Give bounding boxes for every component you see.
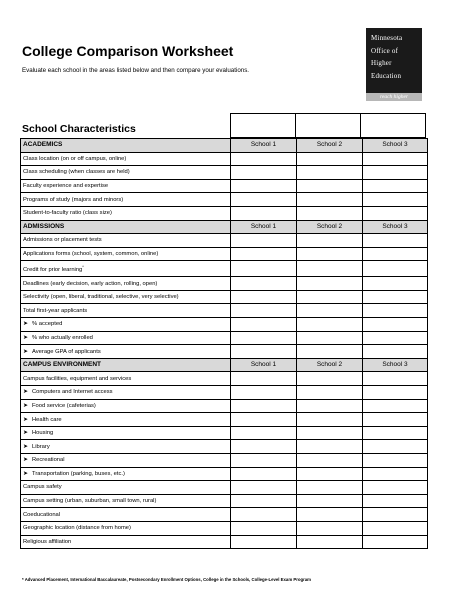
criteria-label: Health care: [32, 416, 62, 423]
criteria-cell: [21, 467, 231, 481]
arrow-bullet-icon: ➤: [23, 389, 29, 396]
school-3-entry-cell[interactable]: [363, 277, 428, 291]
school-2-entry-cell[interactable]: [297, 345, 363, 359]
table-row: [21, 535, 428, 549]
school-column-header: School 2: [297, 358, 363, 372]
table-row: [21, 277, 428, 291]
table-row: [21, 372, 428, 386]
criteria-label: Average GPA of applicants: [32, 348, 101, 355]
criteria-label: Class scheduling (when classes are held): [23, 169, 130, 176]
school-2-entry-cell[interactable]: [297, 467, 363, 481]
school-2-entry-cell[interactable]: [297, 290, 363, 304]
school-1-entry-cell[interactable]: [231, 277, 297, 291]
school-column-header: School 1: [231, 139, 297, 153]
arrow-bullet-icon: ➤: [23, 443, 29, 450]
school-1-entry-cell[interactable]: [231, 386, 297, 400]
criteria-label: Admissions or placement tests: [23, 237, 102, 244]
criteria-cell: [21, 277, 231, 291]
criteria-cell: [21, 206, 231, 220]
table-row: [21, 494, 428, 508]
school-1-entry-cell[interactable]: [231, 467, 297, 481]
school-1-entry-cell[interactable]: [231, 508, 297, 522]
instructions-text: Evaluate each school in the areas listed below and then compare your evaluations.: [22, 67, 250, 74]
criteria-cell: [21, 453, 231, 467]
school-2-entry-cell[interactable]: [297, 440, 363, 454]
footnote-marker: *: [82, 264, 84, 270]
school-2-entry-cell[interactable]: [297, 206, 363, 220]
school-1-entry-cell[interactable]: [231, 413, 297, 427]
criteria-label: Library: [32, 443, 50, 450]
section-header-row: [21, 220, 428, 234]
criteria-cell: [21, 399, 231, 413]
school-column-header: School 1: [231, 220, 297, 234]
criteria-cell: [21, 331, 231, 345]
logo-line: Education: [371, 71, 402, 80]
table-row: [21, 521, 428, 535]
table-row: [21, 152, 428, 166]
criteria-label: Total first-year applicants: [23, 307, 88, 314]
table-row: [21, 386, 428, 400]
page-title: College Comparison Worksheet: [22, 43, 234, 59]
table-row: [21, 331, 428, 345]
school-2-entry-cell[interactable]: [297, 386, 363, 400]
table-row: [21, 453, 428, 467]
table-row: [21, 290, 428, 304]
arrow-bullet-icon: ➤: [23, 334, 29, 341]
criteria-label: Credit for prior learning: [23, 267, 83, 274]
school-3-entry-cell[interactable]: [363, 290, 428, 304]
school-2-entry-cell[interactable]: [297, 453, 363, 467]
criteria-label: Campus setting (urban, suburban, small town, rural): [23, 498, 157, 505]
criteria-label: Geographic location (distance from home): [23, 525, 131, 532]
school-2-entry-cell[interactable]: [297, 179, 363, 193]
school-3-entry-cell[interactable]: [363, 206, 428, 220]
criteria-cell: [21, 247, 231, 261]
school-2-entry-cell[interactable]: [297, 304, 363, 318]
criteria-label: Applications forms (school, system, common, online): [23, 251, 159, 258]
criteria-cell: [21, 508, 231, 522]
school-3-entry-cell[interactable]: [363, 494, 428, 508]
section-heading: CAMPUS ENVIRONMENT: [21, 358, 231, 372]
table-row: [21, 413, 428, 427]
school-3-entry-cell[interactable]: [363, 166, 428, 180]
school-2-entry-cell[interactable]: [297, 247, 363, 261]
school-1-entry-cell[interactable]: [231, 304, 297, 318]
school-column-header: School 3: [363, 220, 428, 234]
school-1-entry-cell[interactable]: [231, 290, 297, 304]
criteria-label: Religious affiliation: [23, 538, 72, 545]
table-row: [21, 304, 428, 318]
school-3-entry-cell[interactable]: [363, 179, 428, 193]
school-1-entry-cell[interactable]: [231, 206, 297, 220]
minnesota-office-logo: [366, 28, 422, 96]
criteria-cell: [21, 166, 231, 180]
comparison-table: [20, 138, 428, 549]
school-3-entry-cell[interactable]: [363, 440, 428, 454]
criteria-cell: [21, 413, 231, 427]
school-2-entry-cell[interactable]: [297, 413, 363, 427]
criteria-cell: [21, 494, 231, 508]
school-2-entry-cell[interactable]: [297, 508, 363, 522]
criteria-cell: [21, 426, 231, 440]
criteria-cell: [21, 193, 231, 207]
school-column-header: School 3: [363, 358, 428, 372]
school-3-entry-cell[interactable]: [363, 304, 428, 318]
school-3-entry-cell[interactable]: [363, 193, 428, 207]
school-2-entry-cell[interactable]: [297, 521, 363, 535]
table-row: [21, 345, 428, 359]
table-row: [21, 426, 428, 440]
school-2-entry-cell[interactable]: [297, 535, 363, 549]
criteria-cell: [21, 521, 231, 535]
school-2-entry-cell[interactable]: [297, 193, 363, 207]
criteria-label: Recreational: [32, 457, 65, 464]
criteria-label: Food service (cafeterias): [32, 402, 96, 409]
table-row: [21, 508, 428, 522]
school-2-name-box[interactable]: [296, 113, 361, 138]
school-3-entry-cell[interactable]: [363, 331, 428, 345]
criteria-cell: [21, 481, 231, 495]
school-3-entry-cell[interactable]: [363, 386, 428, 400]
criteria-cell: [21, 440, 231, 454]
school-3-entry-cell[interactable]: [363, 467, 428, 481]
school-1-name-box[interactable]: [230, 113, 296, 138]
school-column-header: School 1: [231, 358, 297, 372]
criteria-cell: [21, 290, 231, 304]
school-1-entry-cell[interactable]: [231, 331, 297, 345]
school-1-entry-cell[interactable]: [231, 152, 297, 166]
criteria-label: Computers and Internet access: [32, 389, 113, 396]
school-2-entry-cell[interactable]: [297, 426, 363, 440]
section-header-row: [21, 139, 428, 153]
school-2-entry-cell[interactable]: [297, 277, 363, 291]
table-row: [21, 166, 428, 180]
table-row: [21, 399, 428, 413]
section-title: School Characteristics: [22, 123, 136, 135]
arrow-bullet-icon: ➤: [23, 348, 29, 355]
school-column-header: School 2: [297, 139, 363, 153]
school-3-entry-cell[interactable]: [363, 152, 428, 166]
logo-line: Minnesota: [371, 34, 403, 42]
school-3-entry-cell[interactable]: [363, 372, 428, 386]
school-1-entry-cell[interactable]: [231, 179, 297, 193]
school-1-entry-cell[interactable]: [231, 494, 297, 508]
school-1-entry-cell[interactable]: [231, 193, 297, 207]
school-column-header: School 3: [363, 139, 428, 153]
criteria-cell: [21, 304, 231, 318]
school-1-entry-cell[interactable]: [231, 535, 297, 549]
school-1-entry-cell[interactable]: [231, 440, 297, 454]
arrow-bullet-icon: ➤: [23, 457, 29, 464]
table-row: [21, 318, 428, 332]
criteria-label: Campus safety: [23, 484, 62, 491]
school-1-entry-cell[interactable]: [231, 261, 297, 277]
criteria-label: % who actually enrolled: [32, 334, 93, 341]
school-3-entry-cell[interactable]: [363, 399, 428, 413]
arrow-bullet-icon: ➤: [23, 402, 29, 409]
school-1-entry-cell[interactable]: [231, 318, 297, 332]
table-row: [21, 481, 428, 495]
school-3-entry-cell[interactable]: [363, 345, 428, 359]
table-row: [21, 261, 428, 277]
criteria-label: % accepted: [32, 321, 63, 328]
section-heading: ACADEMICS: [21, 139, 231, 153]
criteria-label: Coeducational: [23, 511, 61, 518]
criteria-label: Programs of study (majors and minors): [23, 196, 124, 203]
school-2-entry-cell[interactable]: [297, 481, 363, 495]
school-2-entry-cell[interactable]: [297, 494, 363, 508]
school-3-entry-cell[interactable]: [363, 426, 428, 440]
criteria-label: Deadlines (early decision, early action, rolling, open): [23, 280, 158, 287]
table-row: [21, 206, 428, 220]
school-3-entry-cell[interactable]: [363, 535, 428, 549]
table-row: [21, 179, 428, 193]
criteria-label: Campus facilities, equipment and services: [23, 375, 132, 382]
school-1-entry-cell[interactable]: [231, 345, 297, 359]
criteria-cell: [21, 179, 231, 193]
school-1-entry-cell[interactable]: [231, 426, 297, 440]
criteria-label: Transportation (parking, buses, etc.): [32, 470, 125, 477]
criteria-cell: [21, 152, 231, 166]
criteria-cell: [21, 345, 231, 359]
school-3-entry-cell[interactable]: [363, 261, 428, 277]
criteria-cell: [21, 318, 231, 332]
arrow-bullet-icon: ➤: [23, 470, 29, 477]
criteria-label: Student-to-faculty ratio (class size): [23, 210, 112, 217]
school-2-entry-cell[interactable]: [297, 261, 363, 277]
criteria-label: Faculty experience and expertise: [23, 183, 109, 190]
school-3-entry-cell[interactable]: [363, 247, 428, 261]
school-2-entry-cell[interactable]: [297, 166, 363, 180]
school-name-boxes: [230, 113, 426, 138]
school-1-entry-cell[interactable]: [231, 372, 297, 386]
criteria-cell: [21, 261, 231, 277]
arrow-bullet-icon: ➤: [23, 416, 29, 423]
school-column-header: School 2: [297, 220, 363, 234]
school-2-entry-cell[interactable]: [297, 152, 363, 166]
school-3-entry-cell[interactable]: [363, 413, 428, 427]
school-3-entry-cell[interactable]: [363, 481, 428, 495]
school-2-entry-cell[interactable]: [297, 234, 363, 248]
section-header-row: [21, 358, 428, 372]
table-row: [21, 234, 428, 248]
criteria-label: Class location (on or off campus, online): [23, 155, 127, 162]
criteria-cell: [21, 234, 231, 248]
arrow-bullet-icon: ➤: [23, 430, 29, 437]
criteria-label: Selectivity (open, liberal, traditional, selective, very selective): [23, 294, 179, 301]
school-1-entry-cell[interactable]: [231, 521, 297, 535]
criteria-cell: [21, 535, 231, 549]
school-1-entry-cell[interactable]: [231, 166, 297, 180]
school-1-entry-cell[interactable]: [231, 234, 297, 248]
school-3-name-box[interactable]: [361, 113, 426, 138]
school-2-entry-cell[interactable]: [297, 331, 363, 345]
school-2-entry-cell[interactable]: [297, 372, 363, 386]
school-2-entry-cell[interactable]: [297, 318, 363, 332]
table-row: [21, 467, 428, 481]
logo-line: Higher: [371, 59, 392, 67]
table-row: [21, 440, 428, 454]
school-1-entry-cell[interactable]: [231, 453, 297, 467]
logo-tagline: reach higher: [366, 93, 422, 101]
section-heading: ADMISSIONS: [21, 220, 231, 234]
arrow-bullet-icon: ➤: [23, 321, 29, 328]
school-3-entry-cell[interactable]: [363, 234, 428, 248]
table-row: [21, 193, 428, 207]
school-3-entry-cell[interactable]: [363, 318, 428, 332]
footnote: * Advanced Placement, International Baccalaureate, Postsecondary Enrollment Options, College in the Schools, College-Level Exam Program: [22, 577, 312, 582]
school-2-entry-cell[interactable]: [297, 399, 363, 413]
logo-line: Office of: [371, 46, 399, 55]
school-1-entry-cell[interactable]: [231, 481, 297, 495]
school-1-entry-cell[interactable]: [231, 247, 297, 261]
school-1-entry-cell[interactable]: [231, 399, 297, 413]
criteria-cell: [21, 372, 231, 386]
criteria-cell: [21, 386, 231, 400]
school-3-entry-cell[interactable]: [363, 453, 428, 467]
criteria-label: Housing: [32, 430, 54, 437]
table-row: [21, 247, 428, 261]
school-3-entry-cell[interactable]: [363, 508, 428, 522]
school-3-entry-cell[interactable]: [363, 521, 428, 535]
